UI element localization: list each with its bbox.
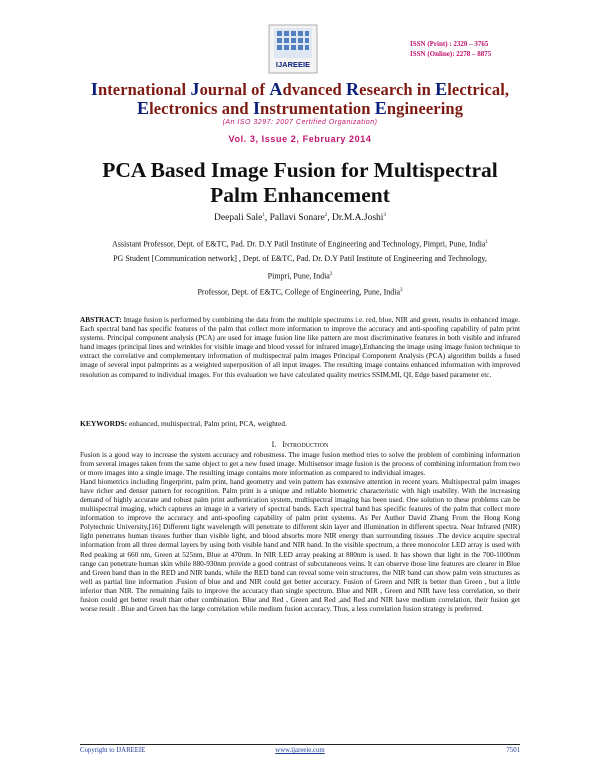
paper-title-line1: PCA Based Image Fusion for Multispectral (102, 158, 498, 182)
issn-print: ISSN (Print) : 2320 – 3765 (410, 40, 489, 48)
journal-logo (268, 24, 318, 74)
affiliation-2: PG Student [Communication network] , Dept. of E&TC, Pad. Dr. D.Y Patil Institute of Engineering and Technology, Pimpri, Pune, India$^2$ (113, 254, 487, 281)
keywords (80, 419, 520, 428)
volume-issue: Vol. 3, Issue 2, February 2014 (228, 134, 372, 144)
journal-title (0, 80, 600, 118)
journal-title-line1: International Journal of Advanced Research in Electrical, (90, 79, 510, 99)
paper-title (0, 158, 600, 208)
logo-text: IJAREEIE (275, 60, 311, 69)
issn-block (410, 40, 491, 59)
issn-online: ISSN (Online): 2278 – 8875 (410, 49, 492, 58)
footer-url-link[interactable]: www.ijareeie.com (275, 747, 325, 754)
paragraph: Hand biometrics including fingerprint, palm print, hand geometry and vein pattern has extensive attention in recent years. Multispectral palm images have richer and denser pattern for recognition. Palm print is a unique and reliable biometric characteristic with high usability. With the increasing demand of highly accurate and robust palm print authentication system, multispectral imaging has been used. One solution to these problems can be multispectral imaging, which captures an image in a variety of spectral bands. Each spectral band has specific features of the palm that collect more information to improve the accuracy and anti-spoofing capability of palm print systems. As Per Author David Zhang From the Hong Kong Polytechnic University,[16] Different light wavelength will penetrate to different skin layer and illumination in different spectra. Near Infrared (NIR) light penetrates human tissues further than visible light, and blood absorbs more NIR energy than surrounding tissues .The device acquire spectral information from all three dermal layers by using both visible band and NIR band. In the visible spectrum, a three monocolor LED array is used with Red peaking at 660 nm, Green at 525nm, Blue at 470nm. In NIR LED array peaking at 880nm is used. It has shown that light in the 700-1000nm range can penetrate human skin while 880-930nm provide a good contrast of subcutaneous veins. It can observe those line features are clearer in Blue and Green band than in the RED and NIR bands, while the RED band can reveal some vein structures, the NIR band can show palm vein structures as well as partial line information .Fusion of blue and and NIR could get better accuracy. Fusion of Green and NIR is better than Green , but a little inferior than NIR. The remaining fails to improve the accuracy than single spectrum. Blue and NIR , Green and NIR have less correlation, so their fusion could get better result than other combination. Blue and Red , Green and Red ,and Red and NIR have medium correlation, their fusion get worse result . Blue and Green has the large correlation while medium fusion accuracy. Thus, a less correlation fusion strategy is preferred. (80, 477, 520, 613)
intro-body (80, 450, 520, 613)
paper-title-line2: Palm Enhancement (210, 183, 390, 207)
iso-certification: (An ISO 3297: 2007 Certified Organization) (222, 119, 378, 126)
section-title: Introduction (282, 440, 329, 449)
affiliation-3: Professor, Dept. of E&TC, College of Engineering, Pune, India$^3$ (197, 287, 403, 297)
keywords-text: enhanced, multispectral, Palm print, PCA, weighted. (127, 419, 287, 428)
footer-copyright: Copyright to IJAREEIE (80, 747, 146, 754)
journal-title-line2: Electronics and Instrumentation Engineering (136, 98, 464, 118)
affiliation-1: Assistant Professor, Dept. of E&TC, Pad. Dr. D.Y Patil Institute of Engineering and Technology, Pimpri, Pune, India$^1$ (112, 239, 488, 249)
authors: Deepali Sale$^1$, Pallavi Sonare$^2$, Dr.M.A.Joshi$^3$ (214, 213, 386, 224)
abstract-text: Image fusion is performed by combining the data from the multiple spectrums i.e. red, blue, NIR and green, results in enhanced image. Each spectral band has specific features of the palm that collect more information to improve the accuracy and anti-spoofing capability of palm print systems. Principal component analysis (PCA) are used for image fusion line like pattern are most discriminative features in both visible and infrared hand images (principal lines and wrinkles for visible image and blood vessel for infrared image),Enhancing the image using image fusion technique to extract the correlative and complementary information of multispectral palm images Principal Component Analysis (PCA) algorithm builds a fused image of several input palmprints as a weighted superposition of all input images. The resulting image contains enhanced information with improved resolution as compared to individual images. For this evaluation we have calculated quality metrics SSIM,MI, QI, Edge based parameter etc. (80, 315, 520, 379)
keywords-label: KEYWORDS: (80, 419, 128, 428)
footer-page-number: 7501 (506, 747, 520, 754)
paragraph: Fusion is a good way to increase the system accuracy and robustness. The image fusion method tries to solve the problem of combining information from several images taken from the same object to get a new fused image. Multisensor image fusion is the process of combining information from two or more images into a single image. The resulting image contains more information as compared to individual images. (80, 450, 520, 478)
abstract-label: ABSTRACT: (80, 315, 122, 324)
author-3: , Dr.M.A.Joshi (327, 213, 384, 224)
section-heading (0, 440, 600, 449)
footer-divider (80, 744, 520, 745)
author-2: , Pallavi Sonare (264, 213, 325, 224)
abstract (80, 315, 520, 379)
author-1: Deepali Sale (214, 213, 263, 224)
section-number: I. (271, 440, 277, 449)
